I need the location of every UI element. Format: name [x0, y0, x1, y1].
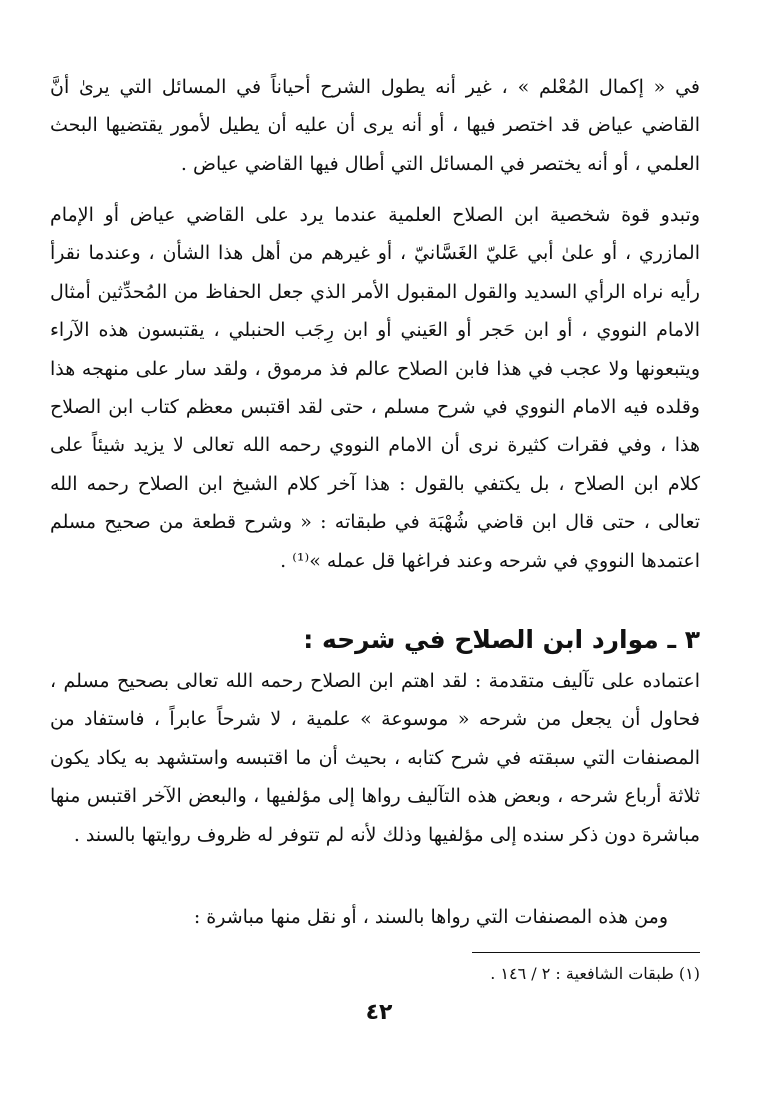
paragraph-sources-reliance: اعتماده على تآليف متقدمة : لقد اهتم ابن الصلاح رحمه الله تعالى بصحيح مسلم ، فحاول أن يجعل من شرحه « موسوعة » علمية ، لا شرحاً عابراً ، فاستفاد من المصنفات التي سبقته في شرح كتابه ، بحيث أن ما اقتبسه واستشهد به يكاد يكون ثلاثة أرباع شرحه ، وبعض هذه التآليف رواها إلى مؤلفيها ، والبعض الآخر اقتبس منها مباشرة دون ذكر سنده إلى مؤلفيها وذلك لأنه لم تتوفر له ظروف روايتها بالسند .: [50, 670, 700, 846]
footnote-separator: [472, 952, 700, 953]
page-number: ٤٢: [365, 1000, 393, 1025]
paragraph-intro: في « إكمال المُعْلم » ، غير أنه يطول الشرح أحياناً في المسائل التي يرىٰ أنَّ القاضي عياض قد اختصر فيها ، أو أنه يرى أن عليه أن يطيل لأمور يقتضيها البحث العلمي ، أو أنه يختصر في المسائل التي أطال فيها القاضي عياض .: [50, 76, 700, 175]
paragraph-sources-intro: ومن هذه المصنفات التي رواها بالسند ، أو نقل منها مباشرة :: [193, 906, 668, 928]
footnote: (١) طبقات الشافعية : ٢ / ١٤٦ .: [490, 964, 700, 983]
section-heading: ٣ ـ موارد ابن الصلاح في شرحه :: [303, 625, 700, 654]
paragraph-ibn-salah-authority: وتبدو قوة شخصية ابن الصلاح العلمية عندما يرد على القاضي عياض أو الإمام المازري ، أو علىٰ أبي عَليّ الغَسَّانيّ ، أو غيرهم من أهل هذا الشأن ، وعندما نقرأ رأيه نراه الرأي السديد والقول المقبول الأمر الذي جعل الحفاظ من المُحدِّثين أمثال الامام النووي ، أو ابن حَجر أو العَيني أو ابن رِجَب الحنبلي ، يقتبسون هذه الآراء ويتبعونها ولا عجب في هذا فابن الصلاح عالم فذ مرموق ، ولقد سار على منهجه هذا وقلده فيه الامام النووي في شرح مسلم ، حتى لقد اقتبس معظم كتاب ابن الصلاح هذا ، وفي فقرات كثيرة نرى أن الامام النووي رحمه الله تعالى لا يزيد شيئاً على كلام ابن الصلاح ، بل يكتفي بالقول : هذا آخر كلام الشيخ ابن الصلاح رحمه الله تعالى ، حتى قال ابن قاضي شُهْبَة في طبقاته : « وشرح قطعة من صحيح مسلم اعتمدها النووي في شرحه وعند فراغها قل عمله »⁽¹⁾ .: [50, 204, 700, 572]
